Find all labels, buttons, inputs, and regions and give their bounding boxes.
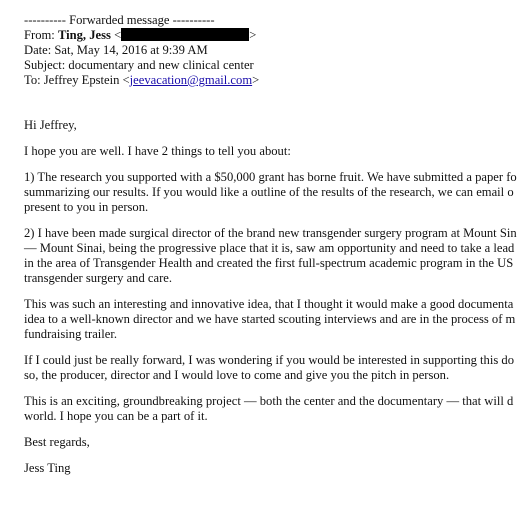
to-gt: > bbox=[252, 73, 260, 87]
email-body bbox=[24, 118, 520, 487]
from-gt: > bbox=[249, 28, 257, 42]
from-label: From: bbox=[24, 28, 55, 42]
redaction-box bbox=[121, 28, 249, 41]
email-headers bbox=[24, 13, 259, 88]
from-name: Ting, Jess bbox=[57, 28, 111, 42]
intro-paragraph: I hope you are well. I have 2 things to tell you about: bbox=[24, 144, 291, 158]
closing: Best regards, bbox=[24, 435, 90, 449]
from-lt: < bbox=[114, 28, 122, 42]
paragraph-4: If I could just be really forward, I was wondering if you would be interested in supporting this do so, the producer, director and I would love to come and give you the pitch in person. bbox=[24, 353, 515, 382]
to-label: To: Jeffrey Epstein < bbox=[24, 73, 130, 87]
to-line bbox=[24, 73, 259, 88]
paragraph-1: 1) The research you supported with a $50,000 grant has borne fruit. We have submitted a paper fo summarizing our results. If you would like a outline of the results of the research, we can email o present to you in person. bbox=[24, 170, 517, 214]
greeting: Hi Jeffrey, bbox=[24, 118, 77, 132]
subject-line: Subject: documentary and new clinical center bbox=[24, 58, 254, 72]
date-line: Date: Sat, May 14, 2016 at 9:39 AM bbox=[24, 43, 208, 57]
paragraph-3: This was such an interesting and innovative idea, that I thought it would make a good documenta idea to a well-known director and we have started scouting interviews and are in the process of m fundraising trailer. bbox=[24, 297, 516, 341]
paragraph-5: This is an exciting, groundbreaking project — both the center and the documentary — that will d world. I hope you can be a part of it. bbox=[24, 394, 514, 423]
from-line bbox=[24, 28, 259, 43]
to-email-link[interactable]: jeevacation@gmail.com bbox=[129, 73, 253, 87]
forwarded-message-line: ---------- Forwarded message ---------- bbox=[24, 13, 215, 27]
paragraph-2: 2) I have been made surgical director of the brand new transgender surgery program at Mount Sin — Mount Sinai, being the progressive place that it is, saw am opportunity and need to take a lead in the area of Transgender Health and created the first full-spectrum academic program in the US transgender surgery and care. bbox=[24, 226, 517, 285]
signature: Jess Ting bbox=[24, 461, 71, 475]
